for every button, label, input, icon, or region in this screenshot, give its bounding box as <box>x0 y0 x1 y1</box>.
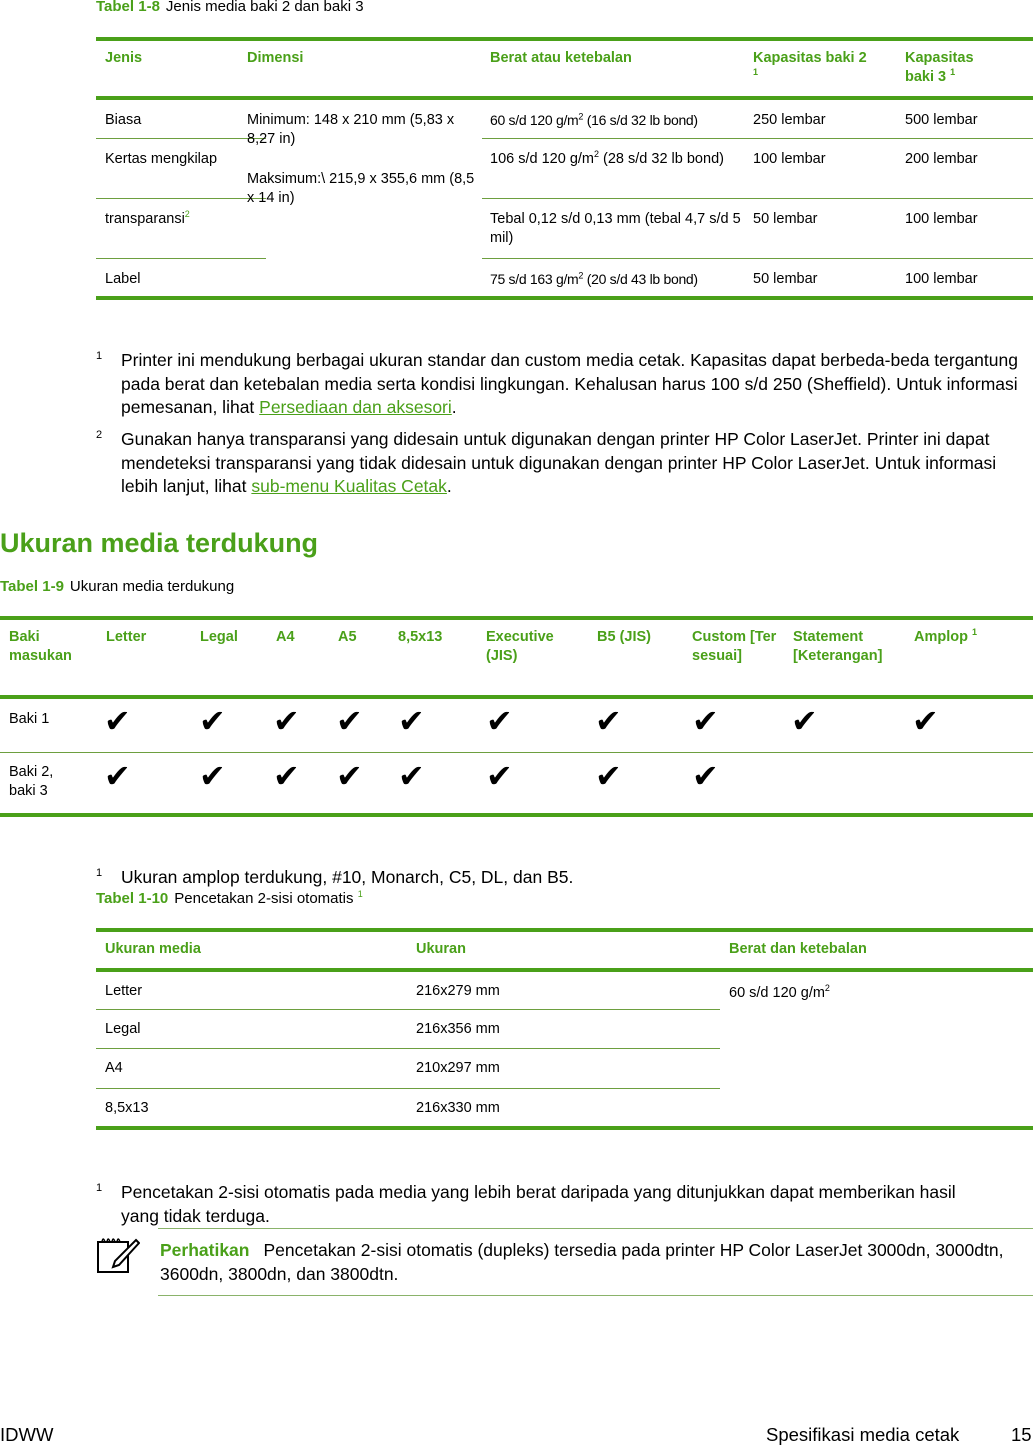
check-icon: ✔ <box>791 702 818 740</box>
table8-cell-kap3: 500 lembar <box>905 112 978 128</box>
check-icon: ✔ <box>486 757 513 795</box>
table8-cell-berat: 60 s/d 120 $g/m^2$ (16 s/d 32 lb bond) <box>490 111 698 128</box>
table8-cell-berat: 106 s/d 120 $g/m^2$ (28 s/d 32 lb bond) <box>490 149 724 167</box>
table8-footnote-1: 1 Printer ini mendukung berbagai ukuran standar dan custom media cetak. Kapasitas dapat berbeda-beda tergantung pada berat dan ketebalan media serta kondisi lingkungan. Kehalusan harus 100 s/d 250 (Sheffield). Untuk informasi pemesanan, lihat Persediaan dan aksesori. <box>96 350 1018 417</box>
check-icon: ✔ <box>398 757 425 795</box>
table9-row-label: Baki 1 <box>9 711 50 727</box>
table8-header-berat: Berat atau ketebalan <box>490 50 632 66</box>
table8-header-kap2: Kapasitas baki 2 $^1$ <box>753 50 867 78</box>
table8-header-rule <box>96 96 1033 100</box>
table9-bottom-rule <box>0 813 1033 817</box>
table9-row-label: Baki 2, baki 3 <box>9 764 54 799</box>
table8-header-kap3: Kapasitas baki 3 $^1$ <box>905 50 974 85</box>
table8-dimensi-min: Minimum: 148 x 210 mm (5,83 x 8,27 in) <box>247 112 455 147</box>
footer-page-number: 15 <box>1011 1424 1032 1445</box>
table10-header-ukuran: Ukuran <box>416 941 466 957</box>
table8-cell-jenis: transparansi$^2$ <box>105 209 190 227</box>
table8-cell-kap2: 50 lembar <box>753 271 818 287</box>
table9-header-amplop: Amplop $^1$ <box>914 627 978 645</box>
table9-header-statement: Statement [Keterangan] <box>793 629 883 664</box>
footer-section: Spesifikasi media cetak <box>766 1424 960 1445</box>
table10-cell-ukuran: 216x279 mm <box>416 983 500 999</box>
table9-top-rule <box>0 616 1033 620</box>
table9-header-rule <box>0 695 1033 699</box>
check-icon: ✔ <box>486 702 513 740</box>
table8-cell-jenis: Label <box>105 271 141 287</box>
table9-header-letter: Letter <box>106 629 147 645</box>
check-icon: ✔ <box>273 757 300 795</box>
table9-header-executive: Executive (JIS) <box>486 629 554 664</box>
table10-bottom-rule <box>96 1126 1033 1130</box>
table8-cell-jenis: Kertas mengkilap <box>105 151 218 167</box>
table8-header-dimensi: Dimensi <box>247 50 304 66</box>
table9-header-a4: A4 <box>276 629 295 645</box>
check-icon: ✔ <box>692 757 719 795</box>
check-icon: ✔ <box>104 757 131 795</box>
table8-cell-berat: 75 s/d 163 $g/m^2$ (20 s/d 43 lb bond) <box>490 270 698 287</box>
table8-caption: Tabel 1-8 Jenis media baki 2 dan baki 3 <box>96 0 364 15</box>
table8-cell-kap3: 100 lembar <box>905 211 978 227</box>
table10-header-berat: Berat dan ketebalan <box>729 941 867 957</box>
table10-cell-media: Letter <box>105 983 143 999</box>
table10-caption: Tabel 1-10 Pencetakan 2-sisi otomatis $^1$ <box>96 889 363 907</box>
check-icon: ✔ <box>336 757 363 795</box>
table10-cell-ukuran: 216x356 mm <box>416 1021 500 1037</box>
link-persediaan-aksesori[interactable]: Persediaan dan aksesori <box>259 397 452 417</box>
table8-cell-kap3: 100 lembar <box>905 271 978 287</box>
table9-header-baki: Baki masukan <box>9 629 72 664</box>
note-label: Perhatikan <box>160 1240 250 1260</box>
table8-bottom-rule <box>96 296 1033 300</box>
check-icon: ✔ <box>199 757 226 795</box>
table9-footnote-1: 1 Ukuran amplop terdukung, #10, Monarch, C5, DL, dan B5. <box>96 867 574 887</box>
table9-caption: Tabel 1-9 Ukuran media terdukung <box>0 578 235 595</box>
check-icon: ✔ <box>104 702 131 740</box>
table8-cell-kap2: 250 lembar <box>753 112 826 128</box>
check-icon: ✔ <box>595 757 622 795</box>
check-icon: ✔ <box>336 702 363 740</box>
table8-dimensi-max: Maksimum:\ 215,9 x 355,6 mm (8,5 x 14 in) <box>247 171 475 206</box>
table8-footnote-2: 2 Gunakan hanya transparansi yang didesain untuk digunakan dengan printer HP Color LaserJet. Printer ini dapat mendeteksi transparansi yang tidak didesain untuk digunakan dengan printer HP Color LaserJet. Untuk informasi lebih lanjut, lihat sub-menu Kualitas Cetak. <box>96 429 997 496</box>
section-title: Ukuran media terdukung <box>0 528 319 558</box>
note-text: Pencetakan 2-sisi otomatis (dupleks) tersedia pada printer HP Color LaserJet 3000dn, 3000dtn, 3600dn, 3800dn, dan 3800dtn. <box>160 1240 1004 1284</box>
note-pencil-icon <box>96 1234 140 1276</box>
check-icon: ✔ <box>398 702 425 740</box>
table9-header-custom: Custom [Tersesuai] <box>692 629 777 664</box>
table10-cell-media: 8,5x13 <box>105 1100 149 1116</box>
link-kualitas-cetak[interactable]: sub-menu Kualitas Cetak <box>251 476 447 496</box>
table9-header-legal: Legal <box>200 629 238 645</box>
table10-cell-media: A4 <box>105 1060 123 1076</box>
table10-footnote-1: 1 Pencetakan 2-sisi otomatis pada media yang lebih berat daripada yang ditunjukkan dapat memberikan hasil yang tidak terduga. <box>96 1182 956 1226</box>
check-icon: ✔ <box>273 702 300 740</box>
check-icon: ✔ <box>595 702 622 740</box>
table8-top-rule <box>96 37 1033 41</box>
table9-header-a5: A5 <box>338 629 357 645</box>
footer-left: IDWW <box>0 1424 54 1445</box>
table10-top-rule <box>96 928 1033 932</box>
table9-header-b5: B5 (JIS) <box>597 629 651 645</box>
table10-cell-media: Legal <box>105 1021 141 1037</box>
table9-header-8x13: 8,5x13 <box>398 629 443 645</box>
table8-cell-kap3: 200 lembar <box>905 151 978 167</box>
check-icon: ✔ <box>692 702 719 740</box>
table10-header-rule <box>96 968 1033 972</box>
check-icon: ✔ <box>912 702 939 740</box>
table8-cell-jenis: Biasa <box>105 112 142 128</box>
table8-cell-berat: Tebal 0,12 s/d 0,13 mm (tebal 4,7 s/d 5 mil) <box>490 211 741 246</box>
table10-cell-berat: 60 s/d 120 $g/m^2$ <box>729 983 830 1001</box>
table10-cell-ukuran: 216x330 mm <box>416 1100 500 1116</box>
table8-cell-kap2: 50 lembar <box>753 211 818 227</box>
table8-cell-kap2: 100 lembar <box>753 151 826 167</box>
table8-header-jenis: Jenis <box>105 50 143 66</box>
check-icon: ✔ <box>199 702 226 740</box>
table10-header-media: Ukuran media <box>105 941 201 957</box>
note <box>160 1239 1020 1289</box>
table10-cell-ukuran: 210x297 mm <box>416 1060 500 1076</box>
